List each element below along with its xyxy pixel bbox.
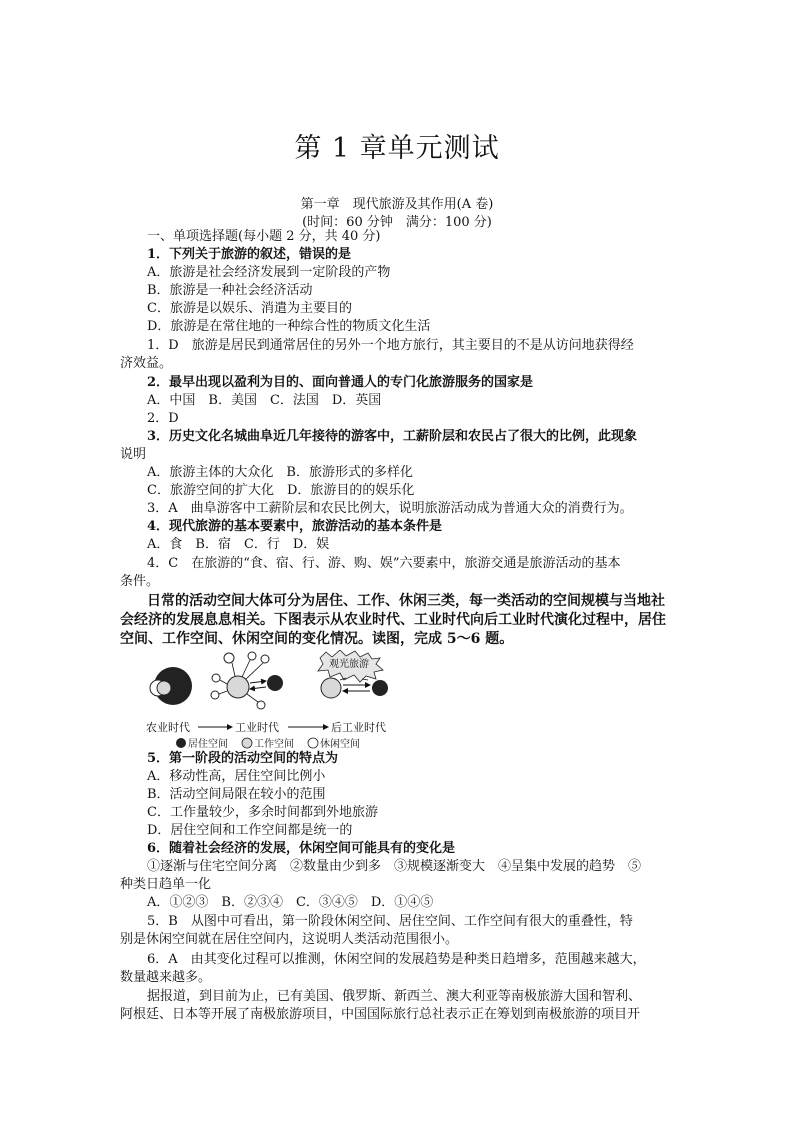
q1-option-c: C．旅游是以娱乐、消遣为主要目的 xyxy=(147,301,352,316)
q3-options-1: A．旅游主体的大众化 B．旅游形式的多样化 xyxy=(147,465,413,480)
section-heading: 一、单项选择题(每小题 2 分，共 40 分) xyxy=(147,229,381,244)
legend-leisure-marker xyxy=(308,738,318,748)
q4-options: A．食 B．宿 C．行 D．娱 xyxy=(147,537,330,552)
chapter-subtitle: 第一章 现代旅游及其作用(A 卷) xyxy=(300,197,494,212)
activity-space-diagram xyxy=(140,650,410,750)
q6-options: A．①②③ B．②③④ C．③④⑤ D．①④⑤ xyxy=(147,895,434,910)
q1-option-d: D．旅游是在常住地的一种综合性的物质文化生活 xyxy=(147,319,431,334)
legend-leisure: 休闲空间 xyxy=(320,739,360,750)
time-info: (时间：60 分钟 满分：100 分) xyxy=(302,215,492,230)
q6-answer: 6．A 由其变化过程可以推测，休闲空间的发展趋势是种类日趋增多，范围越来越大， xyxy=(147,952,646,967)
q4-answer: 4．C 在旅游的“食、宿、行、游、购、娱”六要素中，旅游交通是旅游活动的基本 xyxy=(147,556,621,571)
q3-options-2: C．旅游空间的扩大化 D．旅游目的的娱乐化 xyxy=(147,483,415,498)
q5-answer: 5．B 从图中可看出，第一阶段休闲空间、居住空间、工作空间有很大的重叠性，特 xyxy=(147,914,633,929)
q4-stem: 4．现代旅游的基本要素中，旅游活动的基本条件是 xyxy=(147,519,443,534)
passage2-line-1: 据报道，到目前为止，已有美国、俄罗斯、新西兰、澳大利亚等南极旅游大国和智利、 xyxy=(147,989,642,1004)
q5-option-a: A．移动性高，居住空间比例小 xyxy=(147,769,326,784)
q3-answer: 3．A 曲阜游客中工薪阶层和农民比例大，说明旅游活动成为普通大众的消费行为。 xyxy=(147,501,633,516)
burst-label: 观光旅游 xyxy=(329,659,369,670)
passage2-line-2: 阿根廷、日本等开展了南极旅游项目，中国国际旅行总社表示正在筹划到南极旅游的项目开 xyxy=(120,1007,641,1022)
q2-stem: 2．最早出现以盈利为目的、面向普通人的专门化旅游服务的国家是 xyxy=(147,375,534,390)
page-title: 第 1 章单元测试 xyxy=(294,133,500,164)
q1-stem: 1．下列关于旅游的叙述，错误的是 xyxy=(147,247,352,262)
q6-items: ①逐渐与住宅空间分离 ②数量由少到多 ③规模逐渐变大 ④呈集中发展的趋势 ⑤ xyxy=(147,859,642,874)
era-label-industrial: 工业时代 xyxy=(235,721,279,734)
q1-answer: 1．D 旅游是居民到通常居住的另外一个地方旅行，其主要目的不是从访问地获得经 xyxy=(147,338,634,353)
q5-option-d: D．居住空间和工作空间都是统一的 xyxy=(147,823,353,838)
q4-answer-cont: 条件。 xyxy=(120,574,160,589)
q5-answer-cont: 别是休闲空间就在居住空间内，这说明人类活动范围很小。 xyxy=(120,932,459,947)
passage-line-1: 日常的活动空间大体可分为居住、工作、休闲三类，每一类活动的空间规模与当地社 xyxy=(147,593,665,609)
q3-stem-cont: 说明 xyxy=(120,447,147,462)
q1-option-b: B．旅游是一种社会经济活动 xyxy=(147,283,313,298)
q6-answer-cont: 数量越来越多。 xyxy=(120,970,212,985)
passage-line-2: 会经济的发展息息相关。下图表示从农业时代、工业时代向后工业时代演化过程中，居住 xyxy=(120,612,666,628)
q1-option-a: A．旅游是社会经济发展到一定阶段的产物 xyxy=(147,265,391,280)
era-label-agricultural: 农业时代 xyxy=(146,721,190,734)
legend-residential-marker xyxy=(176,738,186,748)
legend-residential: 居住空间 xyxy=(188,739,228,750)
q6-stem: 6．随着社会经济的发展，休闲空间可能具有的变化是 xyxy=(147,841,456,856)
q1-answer-cont: 济效益。 xyxy=(120,356,173,371)
era-label-post-industrial: 后工业时代 xyxy=(331,721,386,734)
post-industrial-era-cluster xyxy=(318,650,388,698)
q5-option-c: C．工作量较少，多余时间都到外地旅游 xyxy=(147,805,378,820)
agricultural-era-cluster xyxy=(150,667,192,705)
legend-work-marker xyxy=(242,738,252,748)
q2-options: A．中国 B．美国 C．法国 D．英国 xyxy=(147,393,382,408)
passage-line-3: 空间、工作空间、休闲空间的变化情况。读图，完成 5～6 题。 xyxy=(120,631,514,647)
q5-option-b: B．活动空间局限在较小的范围 xyxy=(147,787,326,802)
legend-work: 工作空间 xyxy=(254,739,294,750)
q6-items-cont: 种类日趋单一化 xyxy=(120,877,212,892)
q5-stem: 5．第一阶段的活动空间的特点为 xyxy=(147,751,339,766)
q2-answer: 2．D xyxy=(147,411,179,426)
q3-stem: 3．历史文化名城曲阜近几年接待的游客中，工薪阶层和农民占了很大的比例，此现象 xyxy=(147,429,638,444)
industrial-era-cluster xyxy=(211,652,283,709)
